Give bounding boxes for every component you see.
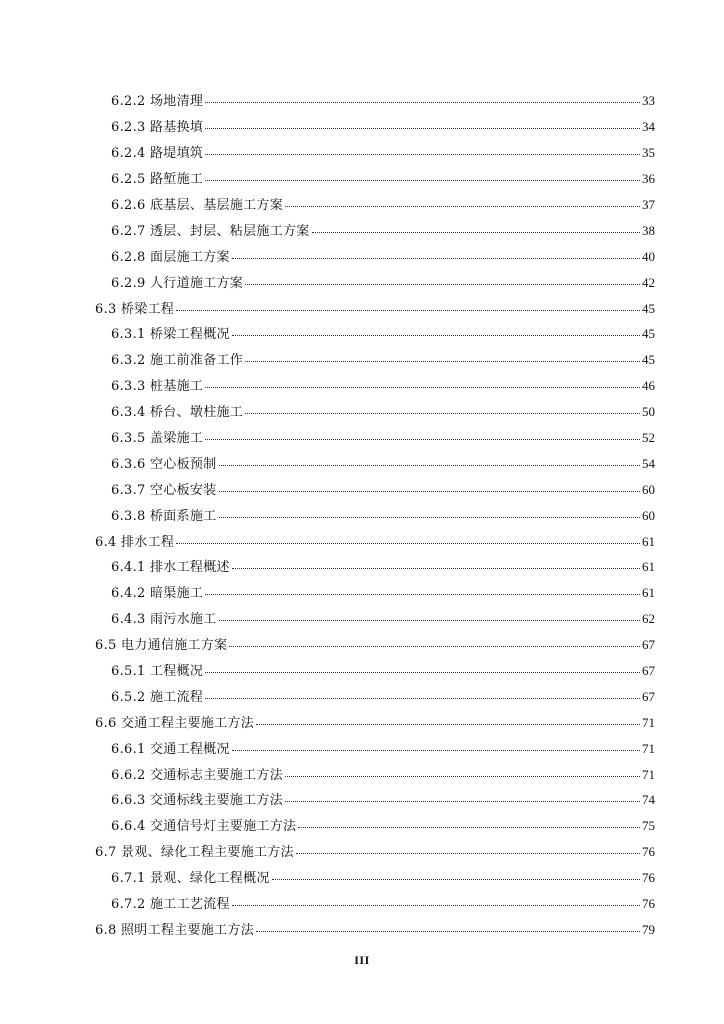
toc-leader-dots <box>232 749 640 751</box>
toc-entry-line <box>111 197 655 214</box>
toc-entry[interactable] <box>0 374 724 400</box>
toc-entry-line <box>111 663 655 680</box>
toc-entry-line <box>111 559 655 576</box>
toc-entry-title: 6.7.2 施工工艺流程 <box>111 897 230 913</box>
toc-entry-line <box>111 456 655 473</box>
toc-entry-line <box>95 637 655 654</box>
toc-entry-page: 67 <box>642 637 655 653</box>
toc-entry-page: 52 <box>642 430 655 446</box>
toc-entry[interactable] <box>0 736 724 762</box>
toc-entry-page: 46 <box>642 378 655 394</box>
toc-leader-dots <box>285 205 640 207</box>
toc-entry-line <box>111 275 655 292</box>
toc-entry-title: 6.6.3 交通标线主要施工方法 <box>111 793 284 809</box>
toc-entry-page: 61 <box>642 533 655 549</box>
toc-entry[interactable] <box>0 426 724 452</box>
toc-entry-page: 61 <box>642 585 655 601</box>
toc-leader-dots <box>219 490 640 492</box>
toc-leader-dots <box>245 360 640 362</box>
toc-entry[interactable] <box>0 451 724 477</box>
toc-entry[interactable] <box>0 659 724 685</box>
toc-entry-page: 60 <box>642 481 655 497</box>
toc-entry[interactable] <box>0 322 724 348</box>
toc-entry-page: 76 <box>642 870 655 886</box>
toc-leader-dots <box>232 904 640 906</box>
toc-entry-line <box>111 93 655 110</box>
toc-entry-title: 6.3.6 空心板预制 <box>111 456 217 472</box>
toc-entry-title: 6.2.8 面层施工方案 <box>111 249 230 265</box>
toc-entry-line <box>95 301 655 318</box>
toc-entry-page: 34 <box>642 119 655 135</box>
toc-entry-page: 71 <box>642 766 655 782</box>
toc-entry-line <box>111 482 655 499</box>
toc-entry-line <box>111 508 655 525</box>
toc-entry[interactable] <box>0 167 724 193</box>
toc-leader-dots <box>205 179 640 181</box>
toc-entry[interactable] <box>0 607 724 633</box>
toc-entry[interactable] <box>0 866 724 892</box>
page-number: III <box>354 953 370 967</box>
toc-entry[interactable] <box>0 814 724 840</box>
toc-entry-title: 6.4.2 暗渠施工 <box>111 586 204 602</box>
toc-entry-page: 71 <box>642 714 655 730</box>
toc-entry-title: 6.3.4 桥台、墩柱施工 <box>111 405 244 421</box>
toc-entry-title: 6.4 排水工程 <box>95 534 175 550</box>
toc-leader-dots <box>219 516 640 518</box>
toc-leader-dots <box>219 619 640 621</box>
toc-entry-page: 76 <box>642 844 655 860</box>
toc-entry-line <box>111 741 655 758</box>
toc-entry-title: 6.3.1 桥梁工程概况 <box>111 327 230 343</box>
toc-entry[interactable] <box>0 193 724 219</box>
toc-entry-page: 61 <box>642 559 655 575</box>
toc-entry-page: 60 <box>642 507 655 523</box>
toc-entry[interactable] <box>0 918 724 944</box>
toc-entry-line <box>111 171 655 188</box>
toc-entry-line <box>95 844 655 861</box>
toc-entry-line <box>111 870 655 887</box>
toc-entry-title: 6.6.4 交通信号灯主要施工方法 <box>111 819 297 835</box>
toc-leader-dots <box>245 412 640 414</box>
toc-leader-dots <box>176 542 640 544</box>
toc-leader-dots <box>312 231 640 233</box>
toc-entry[interactable] <box>0 840 724 866</box>
toc-leader-dots <box>245 283 640 285</box>
toc-leader-dots <box>256 930 640 932</box>
toc-entry-line <box>111 352 655 369</box>
toc-entry-line <box>111 404 655 421</box>
toc-entry-title: 6.3.3 桩基施工 <box>111 379 204 395</box>
toc-leader-dots <box>176 309 640 311</box>
toc-entry-title: 6.8 照明工程主要施工方法 <box>95 922 255 938</box>
toc-leader-dots <box>205 153 640 155</box>
toc-entry-title: 6.5 电力通信施工方案 <box>95 638 228 654</box>
toc-entry-title: 6.2.2 场地清理 <box>111 94 204 110</box>
toc-entry-line <box>111 326 655 343</box>
toc-leader-dots <box>232 334 640 336</box>
toc-entry-line <box>111 145 655 162</box>
toc-entry-title: 6.3.7 空心板安装 <box>111 482 217 498</box>
toc-entry-title: 6.6 交通工程主要施工方法 <box>95 715 255 731</box>
toc-entry[interactable] <box>0 788 724 814</box>
toc-entry-page: 42 <box>642 274 655 290</box>
toc-entry-page: 50 <box>642 404 655 420</box>
toc-entry-title: 6.3.8 桥面系施工 <box>111 508 217 524</box>
toc-entry-title: 6.5.1 工程概况 <box>111 664 204 680</box>
toc-entry[interactable] <box>0 89 724 115</box>
toc-leader-dots <box>205 386 640 388</box>
toc-leader-dots <box>205 127 640 129</box>
toc-entry-line <box>95 534 655 551</box>
toc-entry-title: 6.4.1 排水工程概述 <box>111 560 230 576</box>
toc-entry-page: 74 <box>642 792 655 808</box>
toc-leader-dots <box>205 671 640 673</box>
toc-entry-page: 71 <box>642 740 655 756</box>
toc-entry-page: 36 <box>642 171 655 187</box>
toc-entry[interactable] <box>0 581 724 607</box>
toc-entry[interactable] <box>0 684 724 710</box>
toc-leader-dots <box>232 567 640 569</box>
toc-entry-page: 37 <box>642 197 655 212</box>
toc-entry[interactable] <box>0 296 724 322</box>
toc-leader-dots <box>205 101 640 103</box>
toc-entry-line <box>111 249 655 266</box>
toc-entry-page: 79 <box>642 921 655 937</box>
toc-entry-title: 6.3 桥梁工程 <box>95 301 175 317</box>
toc-entry-page: 40 <box>642 248 655 264</box>
toc-entry-page: 38 <box>642 222 655 238</box>
toc-entry-title: 6.2.7 透层、封层、粘层施工方案 <box>111 223 310 239</box>
toc-entry-title: 6.2.6 底基层、基层施工方案 <box>111 198 284 213</box>
toc-leader-dots <box>205 697 640 699</box>
toc-entry-title: 6.2.9 人行道施工方案 <box>111 275 244 291</box>
toc-entry[interactable] <box>0 400 724 426</box>
toc-entry[interactable] <box>0 477 724 503</box>
toc-entry-line <box>111 689 655 706</box>
toc-entry-line <box>111 818 655 835</box>
toc-entry[interactable] <box>0 115 724 141</box>
toc-entry-title: 6.7 景观、绿化工程主要施工方法 <box>95 845 294 861</box>
toc-leader-dots <box>229 645 640 647</box>
toc-entry[interactable] <box>0 633 724 659</box>
toc-entry[interactable] <box>0 503 724 529</box>
toc-leader-dots <box>272 878 640 880</box>
toc-entry[interactable] <box>0 141 724 167</box>
toc-leader-dots <box>232 257 640 259</box>
toc-entry-line <box>111 430 655 447</box>
toc-leader-dots <box>256 723 640 725</box>
toc-entry-title: 6.4.3 雨污水施工 <box>111 612 217 628</box>
toc-entry-page: 33 <box>642 93 655 109</box>
toc-entry-page: 67 <box>642 688 655 704</box>
toc-entry-page: 45 <box>642 352 655 368</box>
table-of-contents <box>0 89 724 943</box>
toc-entry[interactable] <box>0 348 724 374</box>
toc-leader-dots <box>205 593 640 595</box>
toc-leader-dots <box>298 826 640 828</box>
toc-entry-title: 6.2.5 路堑施工 <box>111 172 204 188</box>
toc-entry[interactable] <box>0 270 724 296</box>
toc-leader-dots <box>219 464 640 466</box>
toc-leader-dots <box>205 438 640 440</box>
toc-entry-page: 45 <box>642 300 655 316</box>
toc-entry-line <box>111 585 655 602</box>
toc-entry-title: 6.3.5 盖梁施工 <box>111 431 204 447</box>
toc-entry[interactable] <box>0 892 724 918</box>
toc-entry-line <box>111 767 655 784</box>
toc-entry[interactable] <box>0 555 724 581</box>
toc-entry-title: 6.3.2 施工前准备工作 <box>111 353 244 369</box>
toc-entry[interactable] <box>0 218 724 244</box>
toc-entry-line <box>111 896 655 913</box>
toc-entry-page: 62 <box>642 611 655 627</box>
toc-entry-title: 6.6.1 交通工程概况 <box>111 741 230 757</box>
toc-entry[interactable] <box>0 244 724 270</box>
toc-leader-dots <box>285 775 640 777</box>
toc-leader-dots <box>296 852 640 854</box>
toc-entry-line <box>111 119 655 136</box>
toc-entry-line <box>95 922 655 939</box>
toc-entry-page: 54 <box>642 455 655 471</box>
toc-entry-page: 67 <box>642 663 655 679</box>
toc-leader-dots <box>285 800 640 802</box>
toc-entry-title: 6.2.3 路基换填 <box>111 120 204 136</box>
toc-entry-title: 6.2.4 路堤填筑 <box>111 146 204 162</box>
toc-entry[interactable] <box>0 529 724 555</box>
toc-entry[interactable] <box>0 710 724 736</box>
toc-entry-line <box>95 715 655 732</box>
toc-entry-line <box>111 378 655 395</box>
toc-entry-title: 6.6.2 交通标志主要施工方法 <box>111 767 284 783</box>
toc-entry-line <box>111 611 655 628</box>
toc-entry-page: 75 <box>642 818 655 834</box>
toc-entry-page: 35 <box>642 145 655 161</box>
toc-entry-line <box>111 792 655 809</box>
toc-entry-page: 76 <box>642 896 655 912</box>
toc-entry-line <box>111 223 655 240</box>
toc-entry-title: 6.7.1 景观、绿化工程概况 <box>111 871 270 887</box>
toc-entry[interactable] <box>0 762 724 788</box>
toc-entry-page: 45 <box>642 326 655 342</box>
toc-entry-title: 6.5.2 施工流程 <box>111 689 204 705</box>
